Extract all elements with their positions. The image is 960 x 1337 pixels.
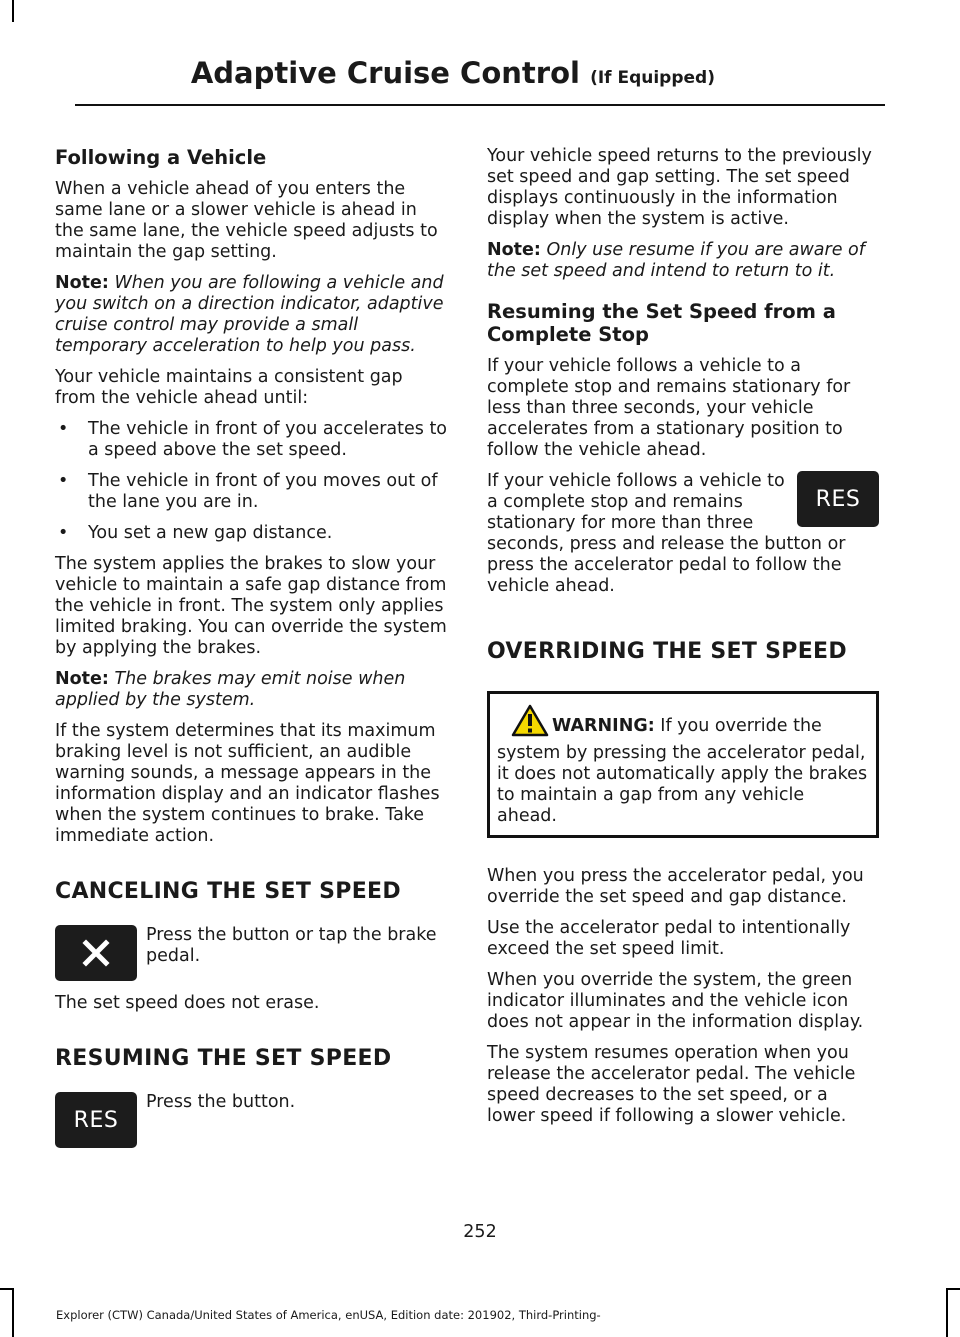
resume-instruction-text: Press the button. [146,1092,296,1112]
crop-mark-bottom-right-h [946,1288,960,1290]
note [55,669,447,711]
note-label: Note: [487,240,541,260]
header-title-suffix: (If Equipped) [590,68,715,88]
paragraph: If your vehicle follows a vehicle to a complete stop and remains stationary for less than three seconds, your vehicle accelerates from a stationary position to follow the vehicle ahead. [487,356,851,460]
cancel-x-icon [55,925,137,981]
res-button-icon: RES [55,1092,137,1148]
bullet: • [58,523,69,543]
note-text: The brakes may emit noise when applied by the system. [55,669,406,710]
warning-triangle-icon [511,704,549,743]
note-label: Note: [55,273,109,293]
header-divider [75,104,885,106]
paragraph: If the system determines that its maximum braking level is not sufficient, an audible warning sounds, a message appears in the information display and an indicator flashes when the system continues to brake. Take immediate action. [55,721,440,846]
list-item: • You set a new gap distance. [58,523,333,543]
warning-label: WARNING: [552,716,655,736]
header-title-main: Adaptive Cruise Control [190,56,580,90]
crop-mark-bottom-right [946,1288,948,1337]
bullet: • [58,471,69,491]
page-header-title [191,56,715,90]
paragraph: If your vehicle follows a vehicle to a complete stop and remains stationary for more than three seconds, press and release the button or press the accelerator pedal to follow the vehicle ahead. [487,471,846,596]
page-number: 252 [463,1222,497,1242]
note-label: Note: [55,669,109,689]
paragraph: When a vehicle ahead of you enters the same lane or a slower vehicle is ahead in the same lane, the vehicle speed adjusts to maintain the gap setting. [55,179,438,262]
paragraph: When you press the accelerator pedal, you override the set speed and gap distance. [487,866,864,907]
paragraph: When you override the system, the green indicator illuminates and the vehicle icon does not appear in the information display. [487,970,864,1032]
footer-edition-info: Explorer (CTW) Canada/United States of America, enUSA, Edition date: 201902, Third-Printing- [56,1308,601,1322]
note-text: When you are following a vehicle and you switch on a direction indicator, adaptive cruise control may provide a small temporary acceleration to help you pass. [55,273,444,356]
paragraph: Your vehicle maintains a consistent gap from the vehicle ahead until: [55,367,403,408]
paragraph: Your vehicle speed returns to the previously set speed and gap setting. The set speed displays continuously in the information display when the system is active. [487,146,872,229]
res-button-icon: RES [797,471,879,527]
crop-mark-top-left [12,0,14,22]
cancel-instruction [55,925,447,983]
section-heading-overriding: OVERRIDING THE SET SPEED [487,639,847,664]
paragraph: The system resumes operation when you release the accelerator pedal. The vehicle speed decreases to the set speed, or a lower speed if following a slower vehicle. [487,1043,856,1126]
section-heading-resuming: RESUMING THE SET SPEED [55,1046,392,1071]
paragraph: Use the accelerator pedal to intentionally exceed the set speed limit. [487,918,851,959]
bullet: • [58,419,69,439]
note [487,240,879,282]
list-item: • The vehicle in front of you moves out of the lane you are in. [58,471,438,512]
note-text: Only use resume if you are aware of the set speed and intend to return to it. [487,240,865,281]
warning-box [487,691,879,838]
section-heading-complete-stop: Resuming the Set Speed from a Complete Stop [487,300,836,346]
cancel-instruction-text: Press the button or tap the brake pedal. [146,925,437,966]
crop-mark-bottom-left [12,1288,14,1337]
condition-list [55,419,447,544]
resume-instruction [55,1092,447,1150]
crop-mark-bottom-left-h [0,1288,14,1290]
paragraph: The system applies the brakes to slow your vehicle to maintain a safe gap distance from the vehicle in front. The system only applies limited braking. You can override the system by applying the brakes. [55,554,447,658]
section-heading-following: Following a Vehicle [55,146,267,169]
section-heading-canceling: CANCELING THE SET SPEED [55,879,401,904]
list-item: • The vehicle in front of you accelerates to a speed above the set speed. [58,419,448,460]
right-column [487,146,879,1137]
paragraph: The set speed does not erase. [55,993,320,1013]
warning-text: If you override the system by pressing the accelerator pedal, it does not automatically apply the brakes to maintain a gap from any vehicle ahead. [497,716,868,826]
left-column [55,146,447,1160]
note [55,273,447,357]
